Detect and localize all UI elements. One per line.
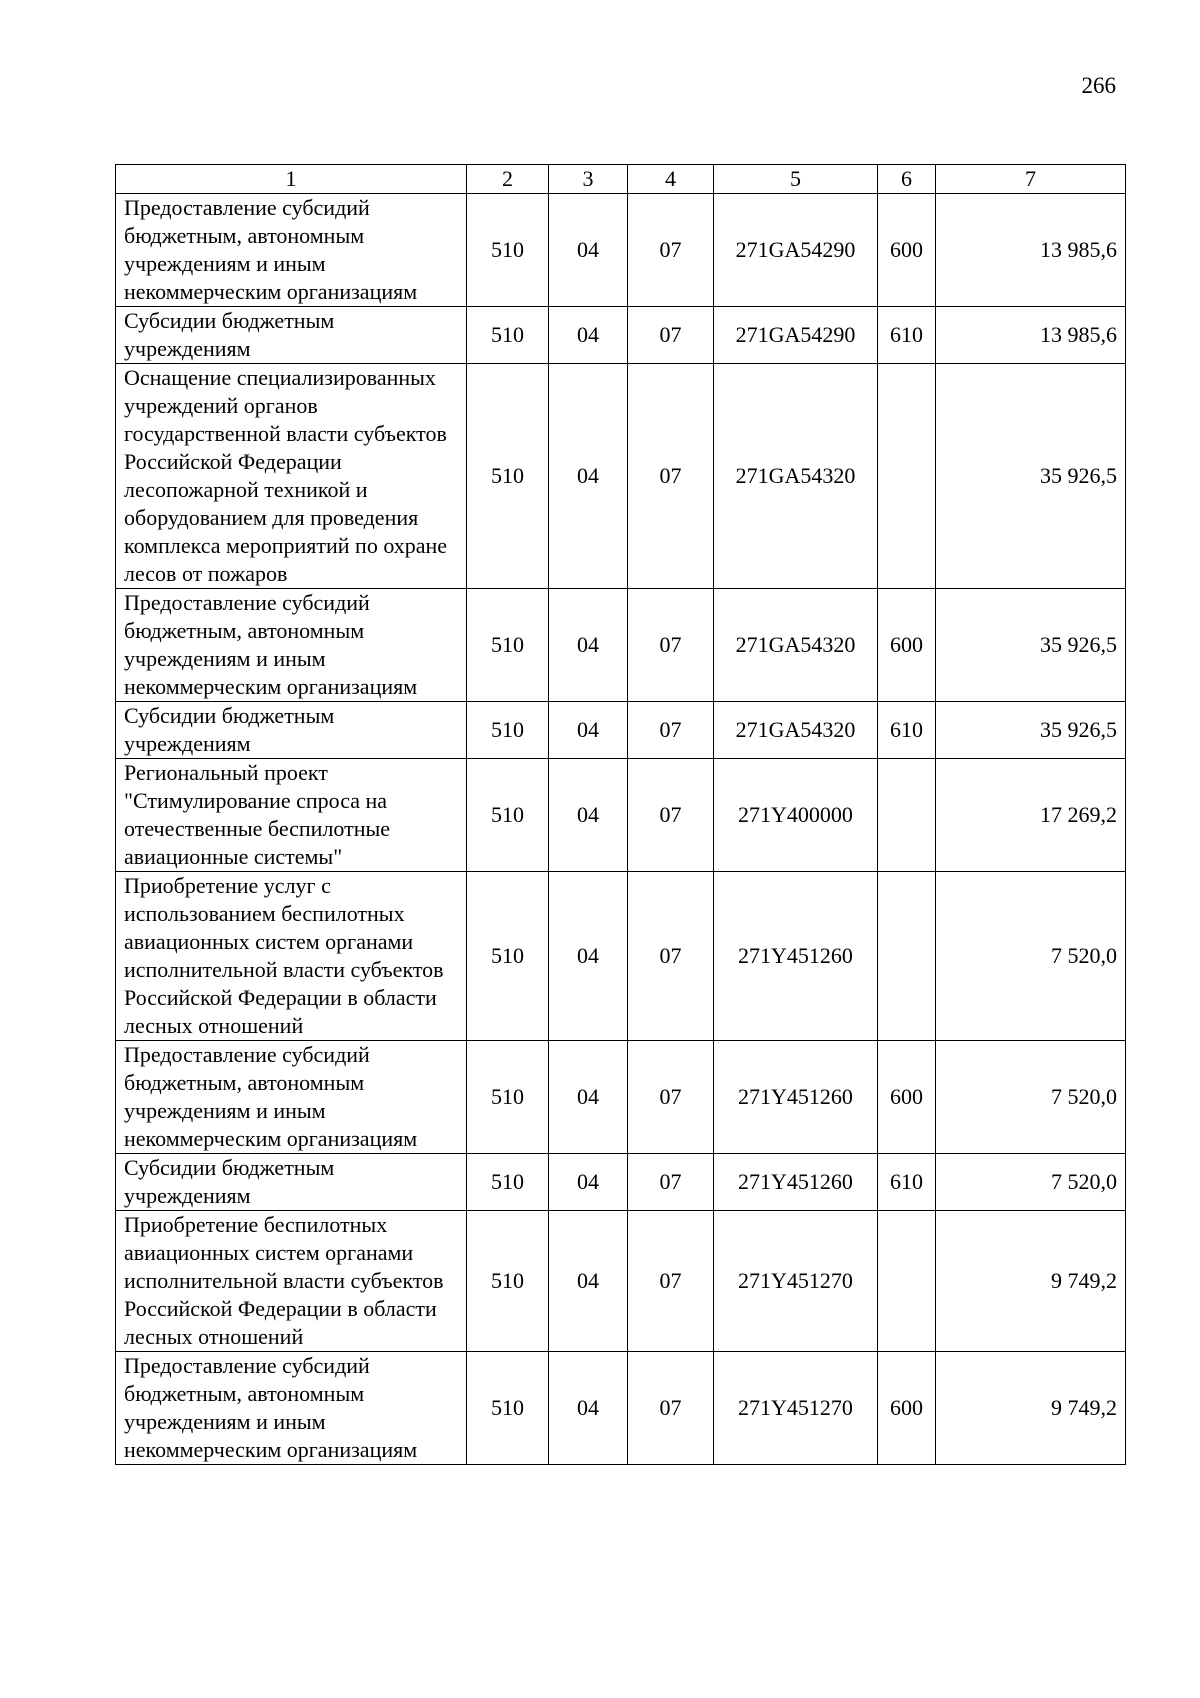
row-expense-type: 600: [878, 194, 936, 307]
row-expense-type: 600: [878, 1041, 936, 1154]
table-row: [116, 307, 1126, 364]
row-amount: 35 926,5: [936, 702, 1126, 759]
row-target-article: 271GA54320: [714, 364, 878, 589]
column-header-6: 6: [878, 165, 936, 194]
row-amount: 13 985,6: [936, 307, 1126, 364]
row-ministry-code: 510: [467, 1041, 549, 1154]
row-section: 04: [549, 872, 628, 1041]
row-subsection: 07: [628, 589, 714, 702]
row-subsection: 07: [628, 1211, 714, 1352]
row-target-article: 271GA54320: [714, 589, 878, 702]
row-ministry-code: 510: [467, 1352, 549, 1465]
budget-table: [115, 164, 1126, 1465]
row-name: Региональный проект "Стимулирование спроса на отечественные беспилотные авиационные системы": [116, 759, 467, 872]
row-ministry-code: 510: [467, 307, 549, 364]
column-header-1: 1: [116, 165, 467, 194]
row-name: Предоставление субсидий бюджетным, автономным учреждениям и иным некоммерческим организациям: [116, 1041, 467, 1154]
row-expense-type: [878, 364, 936, 589]
table-row: [116, 194, 1126, 307]
row-ministry-code: 510: [467, 759, 549, 872]
row-ministry-code: 510: [467, 364, 549, 589]
column-header-5: 5: [714, 165, 878, 194]
row-subsection: 07: [628, 1352, 714, 1465]
row-amount: 9 749,2: [936, 1211, 1126, 1352]
row-amount: 17 269,2: [936, 759, 1126, 872]
column-header-4: 4: [628, 165, 714, 194]
row-ministry-code: 510: [467, 1211, 549, 1352]
row-subsection: 07: [628, 307, 714, 364]
row-target-article: 271Y451260: [714, 872, 878, 1041]
row-expense-type: 610: [878, 1154, 936, 1211]
row-target-article: 271GA54290: [714, 194, 878, 307]
row-subsection: 07: [628, 1041, 714, 1154]
row-section: 04: [549, 1041, 628, 1154]
row-ministry-code: 510: [467, 1154, 549, 1211]
table-row: [116, 1211, 1126, 1352]
row-expense-type: 600: [878, 589, 936, 702]
row-subsection: 07: [628, 872, 714, 1041]
row-target-article: 271GA54320: [714, 702, 878, 759]
table-row: [116, 1154, 1126, 1211]
table-header-row: [116, 165, 1126, 194]
row-name: Субсидии бюджетным учреждениям: [116, 702, 467, 759]
row-subsection: 07: [628, 364, 714, 589]
row-section: 04: [549, 589, 628, 702]
row-target-article: 271Y451270: [714, 1352, 878, 1465]
row-subsection: 07: [628, 759, 714, 872]
row-ministry-code: 510: [467, 194, 549, 307]
row-expense-type: 600: [878, 1352, 936, 1465]
table-row: [116, 589, 1126, 702]
row-expense-type: [878, 759, 936, 872]
table-row: [116, 702, 1126, 759]
row-section: 04: [549, 1352, 628, 1465]
row-name: Приобретение беспилотных авиационных систем органами исполнительной власти субъектов Российской Федерации в области лесных отношений: [116, 1211, 467, 1352]
row-expense-type: 610: [878, 307, 936, 364]
page-number: 266: [1081, 73, 1116, 98]
row-name: Субсидии бюджетным учреждениям: [116, 307, 467, 364]
column-header-7: 7: [936, 165, 1126, 194]
row-amount: 35 926,5: [936, 364, 1126, 589]
row-section: 04: [549, 1211, 628, 1352]
row-name: Приобретение услуг с использованием беспилотных авиационных систем органами исполнительной власти субъектов Российской Федерации в области лесных отношений: [116, 872, 467, 1041]
row-name: Предоставление субсидий бюджетным, автономным учреждениям и иным некоммерческим организациям: [116, 1352, 467, 1465]
row-amount: 9 749,2: [936, 1352, 1126, 1465]
row-subsection: 07: [628, 194, 714, 307]
table-row: [116, 759, 1126, 872]
row-section: 04: [549, 307, 628, 364]
row-ministry-code: 510: [467, 702, 549, 759]
row-name: Предоставление субсидий бюджетным, автономным учреждениям и иным некоммерческим организациям: [116, 589, 467, 702]
row-name: Оснащение специализированных учреждений органов государственной власти субъектов Российской Федерации лесопожарной техникой и оборудованием для проведения комплекса мероприятий по охране лесов от пожаров: [116, 364, 467, 589]
row-expense-type: [878, 872, 936, 1041]
table-row: [116, 872, 1126, 1041]
table-row: [116, 364, 1126, 589]
row-amount: 35 926,5: [936, 589, 1126, 702]
row-expense-type: 610: [878, 702, 936, 759]
row-target-article: 271GA54290: [714, 307, 878, 364]
row-expense-type: [878, 1211, 936, 1352]
row-target-article: 271Y451260: [714, 1041, 878, 1154]
row-name: Предоставление субсидий бюджетным, автономным учреждениям и иным некоммерческим организациям: [116, 194, 467, 307]
row-target-article: 271Y451270: [714, 1211, 878, 1352]
row-section: 04: [549, 759, 628, 872]
column-header-3: 3: [549, 165, 628, 194]
row-section: 04: [549, 194, 628, 307]
row-subsection: 07: [628, 1154, 714, 1211]
table-row: [116, 1041, 1126, 1154]
row-ministry-code: 510: [467, 872, 549, 1041]
row-amount: 7 520,0: [936, 1041, 1126, 1154]
row-amount: 7 520,0: [936, 872, 1126, 1041]
row-section: 04: [549, 364, 628, 589]
row-subsection: 07: [628, 702, 714, 759]
row-target-article: 271Y400000: [714, 759, 878, 872]
row-name: Субсидии бюджетным учреждениям: [116, 1154, 467, 1211]
column-header-2: 2: [467, 165, 549, 194]
table-row: [116, 1352, 1126, 1465]
row-section: 04: [549, 1154, 628, 1211]
row-section: 04: [549, 702, 628, 759]
row-ministry-code: 510: [467, 589, 549, 702]
row-amount: 13 985,6: [936, 194, 1126, 307]
row-target-article: 271Y451260: [714, 1154, 878, 1211]
row-amount: 7 520,0: [936, 1154, 1126, 1211]
